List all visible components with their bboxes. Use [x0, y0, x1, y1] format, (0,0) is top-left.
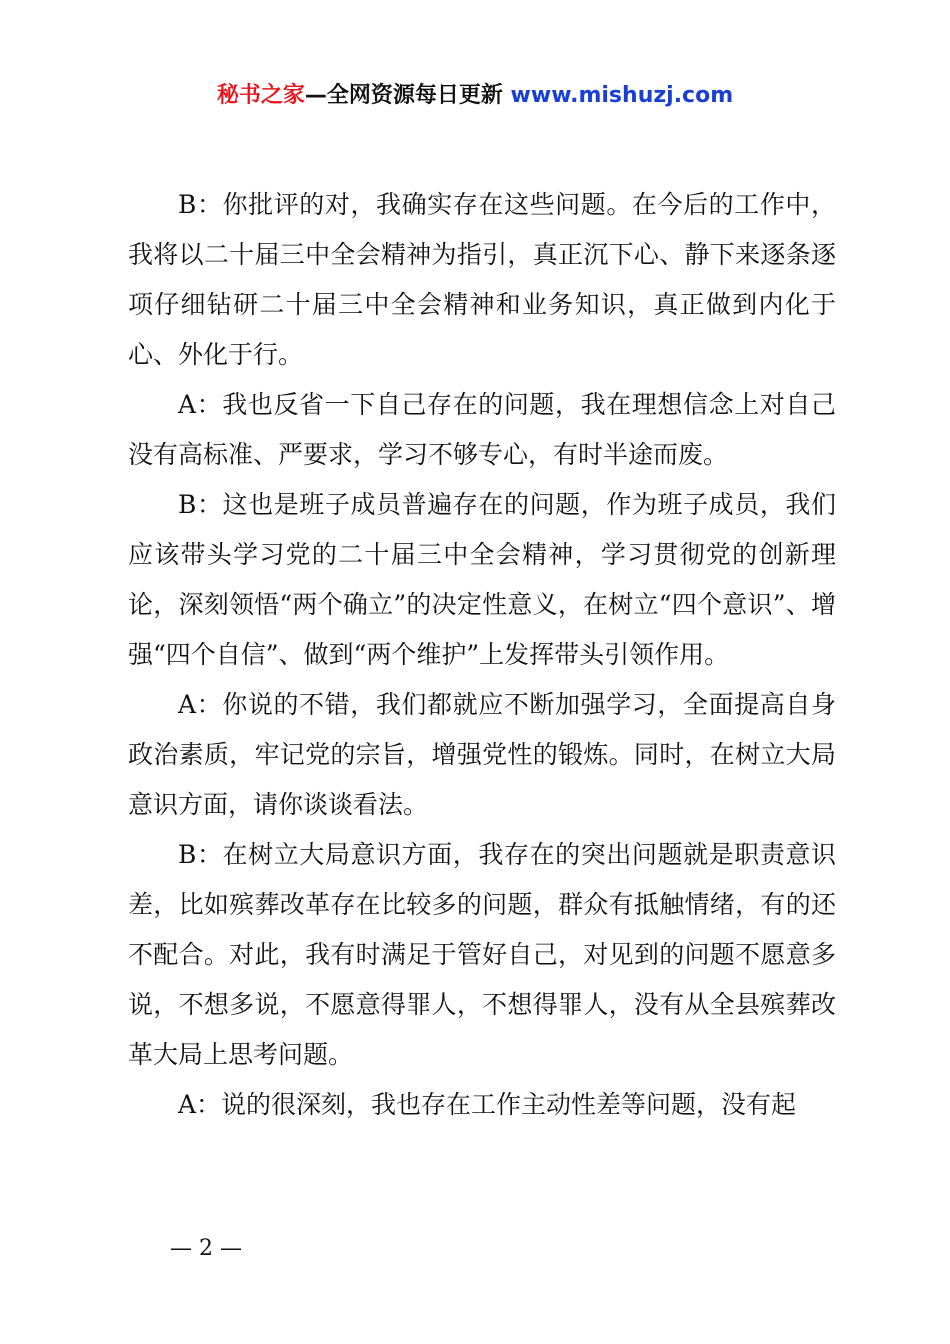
header-tagline: —全网资源每日更新 — [304, 83, 511, 108]
paragraph: A：我也反省一下自己存在的问题，我在理想信念上对自己没有高标准、严要求，学习不够专心，有时半途而废。 — [128, 390, 836, 469]
paragraph: B：这也是班子成员普遍存在的问题，作为班子成员，我们应该带头学习党的二十届三中全会精神，学习贯彻党的创新理论，深刻领悟“两个确立”的决定性意义，在树立“四个意识”、增强“四个自信”、做到“两个维护”上发挥带头引领作用。 — [128, 490, 836, 669]
header-brand: 秘书之家 — [216, 83, 305, 108]
paragraph: B：你批评的对，我确实存在这些问题。在今后的工作中，我将以二十届三中全会精神为指引，真正沉下心、静下来逐条逐项仔细钻研二十届三中全会精神和业务知识，真正做到内化于心、外化于行。 — [128, 190, 836, 369]
document-body — [128, 180, 836, 1130]
site-header — [0, 80, 950, 112]
paragraph: A：说的很深刻，我也存在工作主动性差等问题，没有起 — [178, 1090, 797, 1119]
paragraph: B：在树立大局意识方面，我存在的突出问题就是职责意识差，比如殡葬改革存在比较多的问题，群众有抵触情绪，有的还不配合。对此，我有时满足于管好自己，对见到的问题不愿意多说，不想多说，不愿意得罪人，不想得罪人，没有从全县殡葬改革大局上思考问题。 — [128, 840, 836, 1069]
header-url-link[interactable]: www.mishuzj.com — [510, 83, 734, 108]
page-number: — 2 — — [170, 1236, 242, 1261]
paragraph: A：你说的不错，我们都就应不断加强学习，全面提高自身政治素质，牢记党的宗旨，增强党性的锻炼。同时，在树立大局意识方面，请你谈谈看法。 — [128, 690, 836, 819]
